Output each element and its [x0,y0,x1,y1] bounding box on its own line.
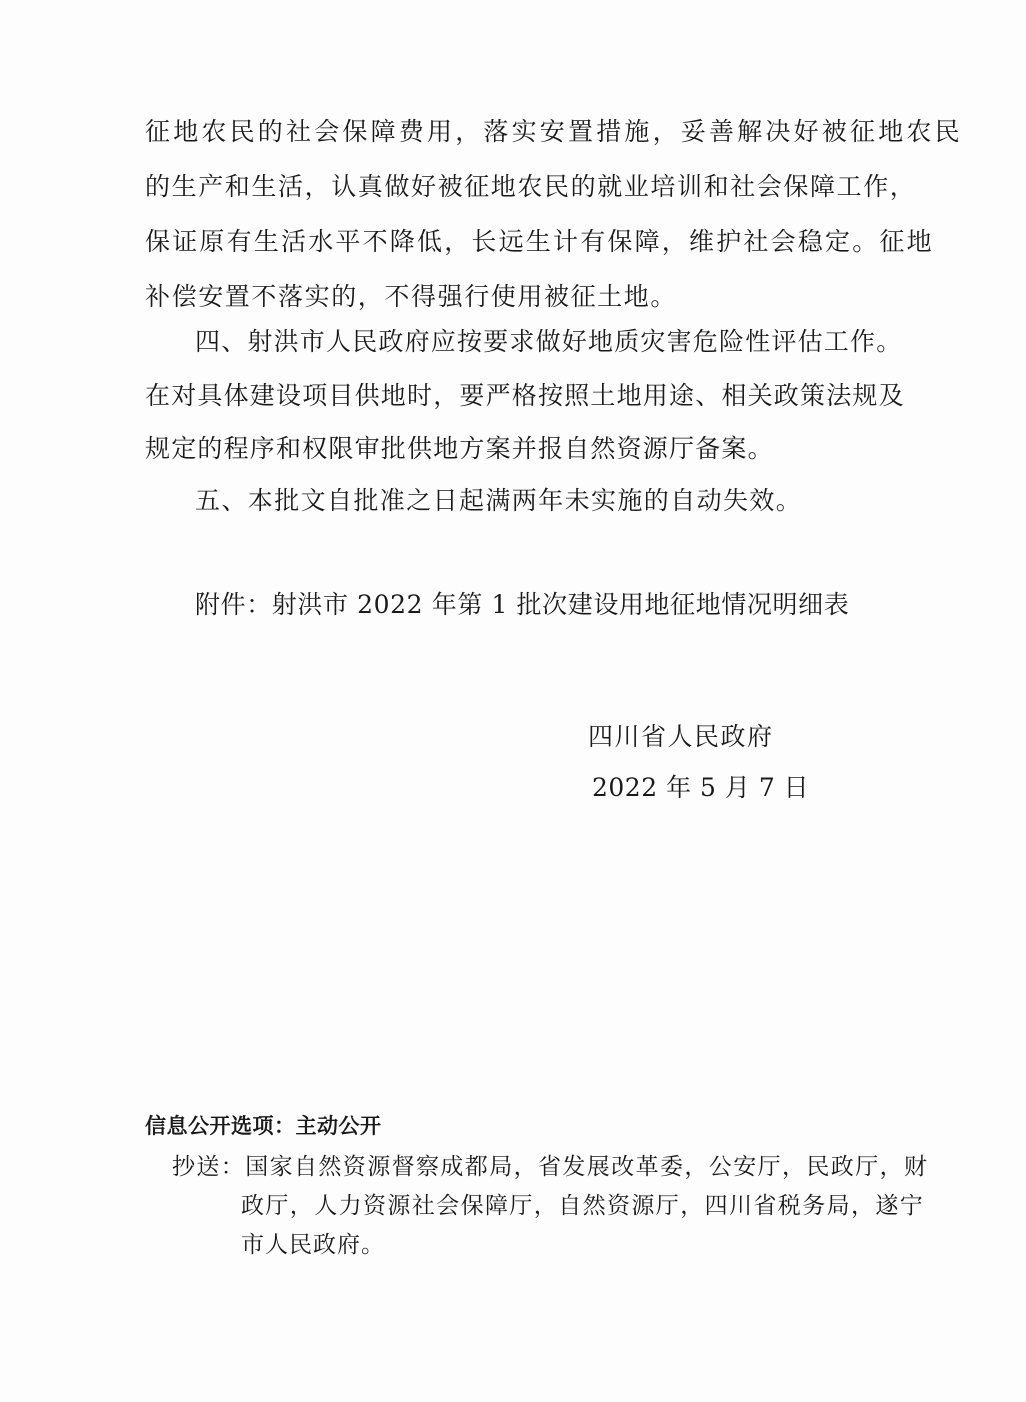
body-line: 的生产和生活，认真做好被征地农民的就业培训和社会保障工作， [145,172,917,201]
issue-date: 2022 年 5 月 7 日 [592,773,810,802]
body-line: 四、射洪市人民政府应按要求做好地质灾害危险性评估工作。 [195,327,903,356]
cc-line: 市人民政府。 [241,1232,385,1258]
issuer-name: 四川省人民政府 [588,722,774,751]
body-line: 五、本批文自批准之日起满两年未实施的自动失效。 [195,486,803,515]
attachment-note: 附件：射洪市 2022 年第 1 批次建设用地征地情况明细表 [195,590,850,619]
disclosure-option: 信息公开选项：主动公开 [145,1114,382,1138]
body-line: 在对具体建设项目供地时，要严格按照土地用途、相关政策法规及 [145,381,905,410]
body-line: 征地农民的社会保障费用，落实安置措施，妥善解决好被征地农民 [145,117,963,146]
cc-line: 抄送：国家自然资源督察成都局，省发展改革委，公安厅，民政厅，财 [172,1154,929,1180]
body-line: 保证原有生活水平不降低，长远生计有保障，维护社会稳定。征地 [145,227,934,256]
body-line: 规定的程序和权限审批供地方案并报自然资源厅备案。 [145,434,774,463]
body-line: 补偿安置不落实的，不得强行使用被征土地。 [145,282,678,311]
cc-line: 政厅，人力资源社会保障厅，自然资源厅，四川省税务局，遂宁 [241,1193,925,1219]
